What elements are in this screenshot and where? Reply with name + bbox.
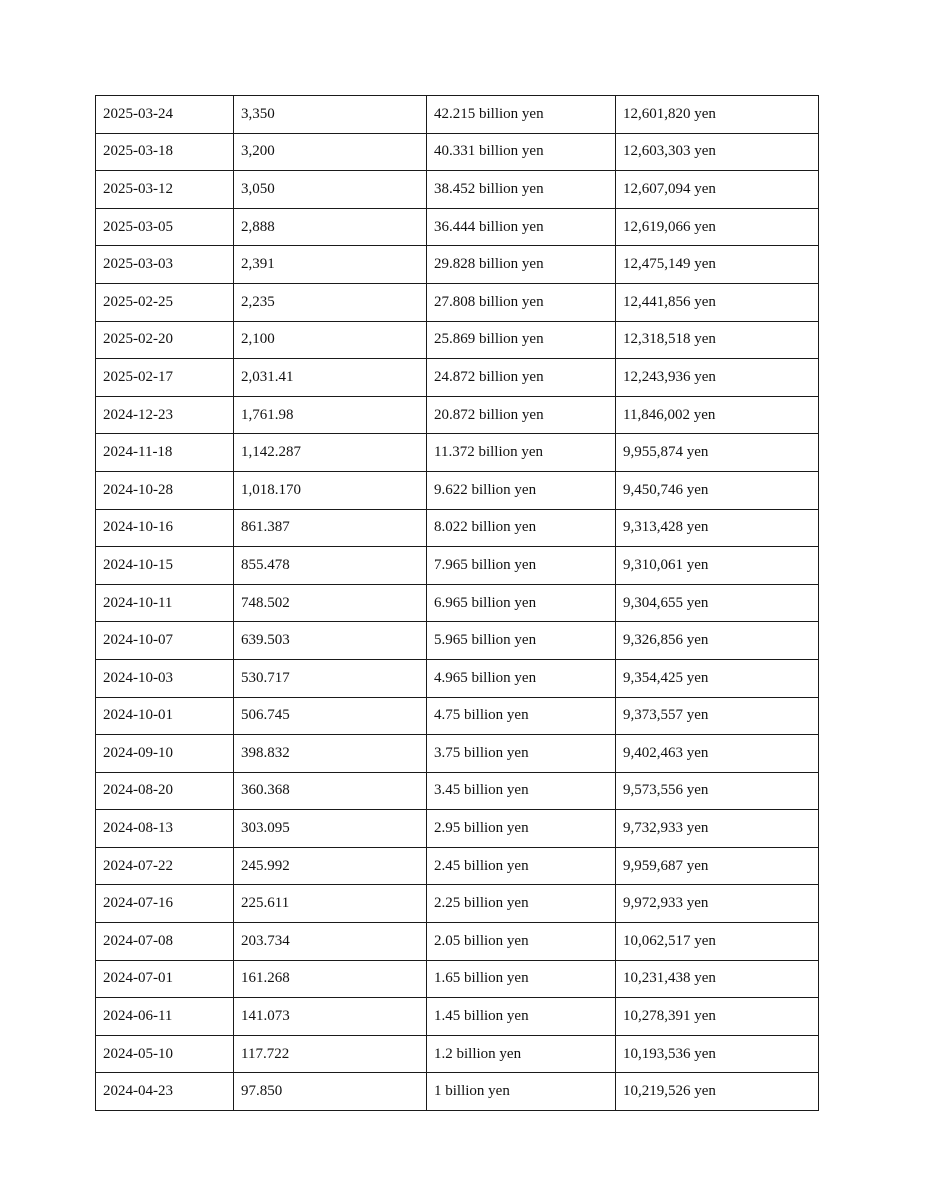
table-row [96, 96, 819, 134]
date-cell: 2025-02-20 [96, 321, 234, 359]
holdings-cell: 398.832 [234, 735, 427, 773]
date-cell: 2024-08-20 [96, 772, 234, 810]
date-cell: 2024-10-15 [96, 547, 234, 585]
average-price-cell: 12,619,066 yen [616, 208, 819, 246]
purchase-history-table [95, 95, 819, 1111]
date-cell: 2024-09-10 [96, 735, 234, 773]
average-price-cell: 9,310,061 yen [616, 547, 819, 585]
average-price-cell: 12,441,856 yen [616, 283, 819, 321]
amount-cell: 25.869 billion yen [427, 321, 616, 359]
table-row [96, 171, 819, 209]
date-cell: 2025-03-05 [96, 208, 234, 246]
holdings-cell: 1,142.287 [234, 434, 427, 472]
holdings-cell: 225.611 [234, 885, 427, 923]
amount-cell: 1 billion yen [427, 1073, 616, 1111]
holdings-cell: 2,235 [234, 283, 427, 321]
holdings-cell: 530.717 [234, 659, 427, 697]
date-cell: 2024-07-16 [96, 885, 234, 923]
date-cell: 2024-07-22 [96, 847, 234, 885]
table-row [96, 283, 819, 321]
table-row [96, 885, 819, 923]
date-cell: 2024-07-08 [96, 923, 234, 961]
average-price-cell: 10,193,536 yen [616, 1035, 819, 1073]
table-row [96, 998, 819, 1036]
table-row [96, 509, 819, 547]
date-cell: 2024-10-28 [96, 471, 234, 509]
average-price-cell: 9,732,933 yen [616, 810, 819, 848]
holdings-cell: 3,350 [234, 96, 427, 134]
amount-cell: 4.75 billion yen [427, 697, 616, 735]
holdings-cell: 245.992 [234, 847, 427, 885]
amount-cell: 40.331 billion yen [427, 133, 616, 171]
holdings-cell: 141.073 [234, 998, 427, 1036]
table-row [96, 1035, 819, 1073]
amount-cell: 2.95 billion yen [427, 810, 616, 848]
amount-cell: 8.022 billion yen [427, 509, 616, 547]
table-row [96, 923, 819, 961]
holdings-cell: 506.745 [234, 697, 427, 735]
date-cell: 2024-11-18 [96, 434, 234, 472]
table-row [96, 396, 819, 434]
table-row [96, 246, 819, 284]
table-row [96, 697, 819, 735]
amount-cell: 27.808 billion yen [427, 283, 616, 321]
table-row [96, 1073, 819, 1111]
date-cell: 2025-03-03 [96, 246, 234, 284]
date-cell: 2024-08-13 [96, 810, 234, 848]
average-price-cell: 9,326,856 yen [616, 622, 819, 660]
average-price-cell: 12,601,820 yen [616, 96, 819, 134]
average-price-cell: 12,603,303 yen [616, 133, 819, 171]
date-cell: 2025-03-18 [96, 133, 234, 171]
holdings-cell: 117.722 [234, 1035, 427, 1073]
date-cell: 2025-02-25 [96, 283, 234, 321]
date-cell: 2024-10-01 [96, 697, 234, 735]
date-cell: 2024-05-10 [96, 1035, 234, 1073]
amount-cell: 20.872 billion yen [427, 396, 616, 434]
amount-cell: 9.622 billion yen [427, 471, 616, 509]
amount-cell: 7.965 billion yen [427, 547, 616, 585]
date-cell: 2024-07-01 [96, 960, 234, 998]
average-price-cell: 10,231,438 yen [616, 960, 819, 998]
date-cell: 2025-03-24 [96, 96, 234, 134]
holdings-cell: 2,391 [234, 246, 427, 284]
table-row [96, 133, 819, 171]
amount-cell: 2.45 billion yen [427, 847, 616, 885]
average-price-cell: 9,955,874 yen [616, 434, 819, 472]
table-row [96, 960, 819, 998]
average-price-cell: 10,219,526 yen [616, 1073, 819, 1111]
average-price-cell: 10,278,391 yen [616, 998, 819, 1036]
amount-cell: 2.25 billion yen [427, 885, 616, 923]
amount-cell: 5.965 billion yen [427, 622, 616, 660]
holdings-cell: 303.095 [234, 810, 427, 848]
table-row [96, 847, 819, 885]
table-row [96, 810, 819, 848]
average-price-cell: 12,243,936 yen [616, 359, 819, 397]
date-cell: 2024-10-03 [96, 659, 234, 697]
holdings-cell: 855.478 [234, 547, 427, 585]
table-row [96, 772, 819, 810]
date-cell: 2024-06-11 [96, 998, 234, 1036]
table-row [96, 321, 819, 359]
table-row [96, 208, 819, 246]
holdings-cell: 3,050 [234, 171, 427, 209]
date-cell: 2024-12-23 [96, 396, 234, 434]
average-price-cell: 9,304,655 yen [616, 584, 819, 622]
holdings-cell: 1,018.170 [234, 471, 427, 509]
table-row [96, 359, 819, 397]
holdings-cell: 639.503 [234, 622, 427, 660]
average-price-cell: 9,959,687 yen [616, 847, 819, 885]
table-row [96, 547, 819, 585]
amount-cell: 1.2 billion yen [427, 1035, 616, 1073]
average-price-cell: 10,062,517 yen [616, 923, 819, 961]
average-price-cell: 9,313,428 yen [616, 509, 819, 547]
amount-cell: 4.965 billion yen [427, 659, 616, 697]
holdings-cell: 2,100 [234, 321, 427, 359]
holdings-cell: 2,031.41 [234, 359, 427, 397]
table-row [96, 622, 819, 660]
amount-cell: 24.872 billion yen [427, 359, 616, 397]
average-price-cell: 9,373,557 yen [616, 697, 819, 735]
amount-cell: 3.75 billion yen [427, 735, 616, 773]
amount-cell: 6.965 billion yen [427, 584, 616, 622]
average-price-cell: 11,846,002 yen [616, 396, 819, 434]
table-row [96, 471, 819, 509]
table-row [96, 735, 819, 773]
table-row [96, 584, 819, 622]
date-cell: 2024-04-23 [96, 1073, 234, 1111]
date-cell: 2024-10-11 [96, 584, 234, 622]
table-row [96, 434, 819, 472]
holdings-cell: 2,888 [234, 208, 427, 246]
average-price-cell: 9,402,463 yen [616, 735, 819, 773]
date-cell: 2024-10-07 [96, 622, 234, 660]
date-cell: 2024-10-16 [96, 509, 234, 547]
amount-cell: 36.444 billion yen [427, 208, 616, 246]
holdings-cell: 360.368 [234, 772, 427, 810]
date-cell: 2025-02-17 [96, 359, 234, 397]
average-price-cell: 9,573,556 yen [616, 772, 819, 810]
amount-cell: 29.828 billion yen [427, 246, 616, 284]
holdings-cell: 1,761.98 [234, 396, 427, 434]
average-price-cell: 9,450,746 yen [616, 471, 819, 509]
amount-cell: 42.215 billion yen [427, 96, 616, 134]
amount-cell: 1.65 billion yen [427, 960, 616, 998]
amount-cell: 3.45 billion yen [427, 772, 616, 810]
holdings-cell: 3,200 [234, 133, 427, 171]
holdings-cell: 97.850 [234, 1073, 427, 1111]
table-row [96, 659, 819, 697]
holdings-cell: 203.734 [234, 923, 427, 961]
average-price-cell: 12,318,518 yen [616, 321, 819, 359]
amount-cell: 11.372 billion yen [427, 434, 616, 472]
amount-cell: 2.05 billion yen [427, 923, 616, 961]
holdings-cell: 161.268 [234, 960, 427, 998]
holdings-cell: 861.387 [234, 509, 427, 547]
amount-cell: 38.452 billion yen [427, 171, 616, 209]
amount-cell: 1.45 billion yen [427, 998, 616, 1036]
average-price-cell: 9,972,933 yen [616, 885, 819, 923]
holdings-cell: 748.502 [234, 584, 427, 622]
date-cell: 2025-03-12 [96, 171, 234, 209]
average-price-cell: 9,354,425 yen [616, 659, 819, 697]
average-price-cell: 12,607,094 yen [616, 171, 819, 209]
table-body [96, 96, 819, 1111]
average-price-cell: 12,475,149 yen [616, 246, 819, 284]
